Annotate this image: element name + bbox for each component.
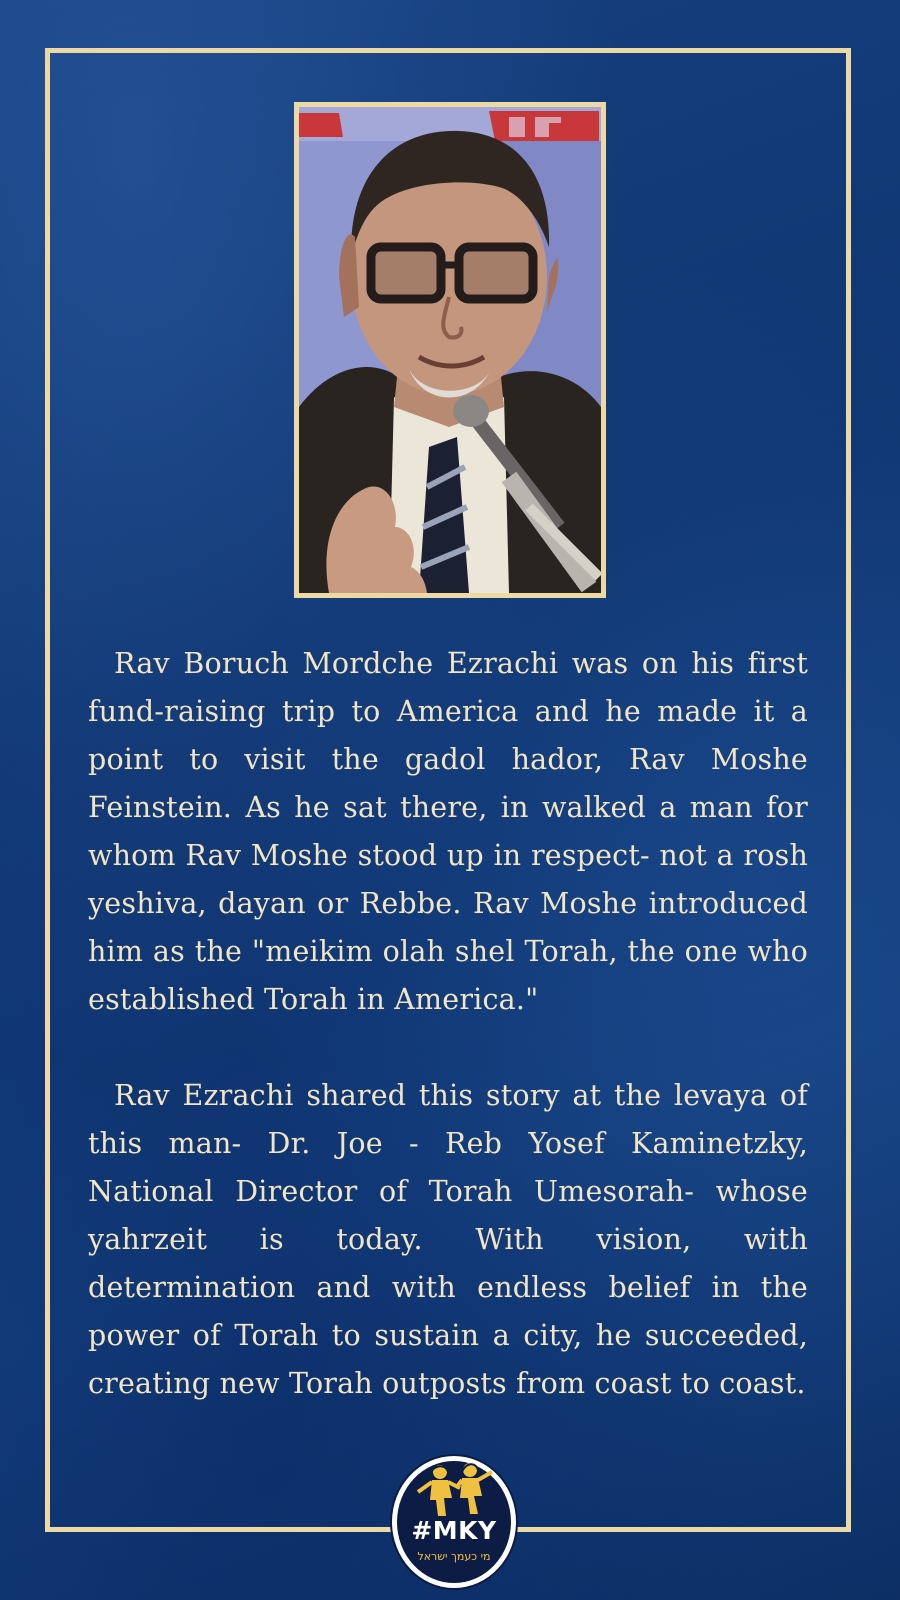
mky-logo bbox=[392, 1456, 516, 1588]
story-paragraph-2: Rav Ezrachi shared this story at the levaya of this man- Dr. Joe - Reb Yosef Kaminetzky, National Director of Torah Umesorah- whose yahrzeit is today. With vision, with determination and with endless belief in the power of Torah to sustain a city, he succeeded, creating new Torah outposts from coast to coast. bbox=[88, 1079, 808, 1400]
dancing-figures-icon bbox=[410, 1462, 498, 1518]
portrait-photo bbox=[294, 102, 606, 598]
story-text bbox=[88, 640, 808, 1408]
logo-hashtag: #MKY bbox=[411, 1516, 497, 1545]
logo-subtitle: מי כעמך ישראל bbox=[417, 1550, 491, 1563]
story-paragraph-1: Rav Boruch Mordche Ezrachi was on his first fund-raising trip to America and he made it a point to visit the gadol hador, Rav Moshe Feinstein. As he sat there, in walked a man for whom Rav Moshe stood up in respect- not a rosh yeshiva, dayan or Rebbe. Rav Moshe introduced him as the "meikim olah shel Torah, the one who established Torah in America." bbox=[88, 647, 808, 1016]
